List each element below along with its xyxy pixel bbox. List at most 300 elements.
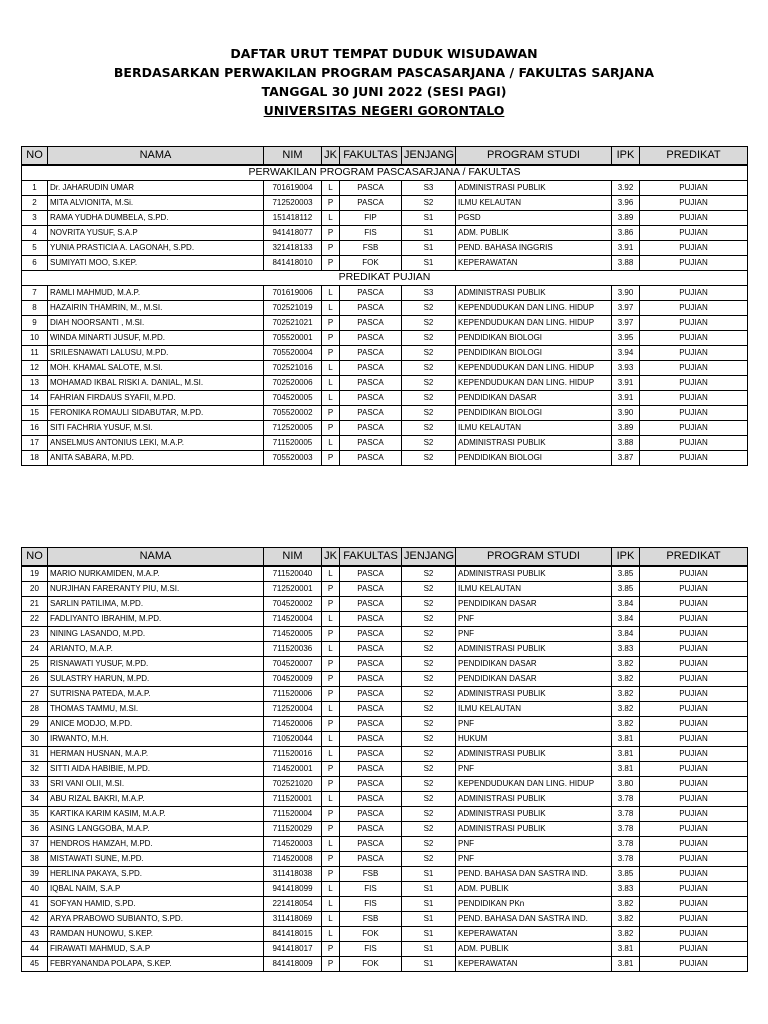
- cell-fakultas: PASCA: [340, 836, 402, 851]
- cell-predikat: PUJIAN: [640, 896, 748, 911]
- cell-ipk: 3.81: [612, 731, 640, 746]
- cell-jk: P: [322, 626, 340, 641]
- table-row: [22, 435, 748, 450]
- cell-program-studi: ADM. PUBLIK: [456, 941, 612, 956]
- cell-no: 29: [22, 716, 48, 731]
- cell-nim: 704520002: [264, 596, 322, 611]
- cell-jenjang: S1: [402, 911, 456, 926]
- header-ipk: IPK: [612, 147, 640, 165]
- cell-ipk: 3.85: [612, 866, 640, 881]
- cell-jenjang: S2: [402, 761, 456, 776]
- cell-jk: P: [322, 821, 340, 836]
- cell-nama: ANSELMUS ANTONIUS LEKI, M.A.P.: [48, 435, 264, 450]
- cell-nama: ASING LANGGOBA, M.A.P.: [48, 821, 264, 836]
- cell-jenjang: S1: [402, 866, 456, 881]
- cell-program-studi: PENDIDIKAN BIOLOGI: [456, 345, 612, 360]
- cell-jenjang: S2: [402, 851, 456, 866]
- cell-predikat: PUJIAN: [640, 360, 748, 375]
- table-row: [22, 300, 748, 315]
- cell-jk: P: [322, 686, 340, 701]
- cell-predikat: PUJIAN: [640, 866, 748, 881]
- cell-jk: P: [322, 941, 340, 956]
- cell-ipk: 3.82: [612, 671, 640, 686]
- cell-no: 23: [22, 626, 48, 641]
- cell-nama: NOVRITA YUSUF, S.A.P: [48, 225, 264, 240]
- cell-nim: 711520040: [264, 566, 322, 582]
- cell-no: 5: [22, 240, 48, 255]
- cell-nama: ANITA SABARA, M.PD.: [48, 450, 264, 465]
- cell-nama: SRILESNAWATI LALUSU, M.PD.: [48, 345, 264, 360]
- cell-jk: P: [322, 330, 340, 345]
- cell-nama: WINDA MINARTI JUSUF, M.PD.: [48, 330, 264, 345]
- header-nama: NAMA: [48, 548, 264, 566]
- cell-program-studi: KEPERAWATAN: [456, 255, 612, 270]
- cell-fakultas: PASCA: [340, 806, 402, 821]
- cell-predikat: PUJIAN: [640, 195, 748, 210]
- cell-program-studi: ILMU KELAUTAN: [456, 195, 612, 210]
- cell-no: 14: [22, 390, 48, 405]
- cell-program-studi: PNF: [456, 851, 612, 866]
- cell-nim: 704520005: [264, 390, 322, 405]
- cell-ipk: 3.78: [612, 851, 640, 866]
- cell-nama: ANICE MODJO, M.PD.: [48, 716, 264, 731]
- cell-predikat: PUJIAN: [640, 806, 748, 821]
- cell-nama: SARLIN PATILIMA, M.PD.: [48, 596, 264, 611]
- cell-nama: THOMAS TAMMU, M.SI.: [48, 701, 264, 716]
- cell-nim: 711520006: [264, 686, 322, 701]
- cell-jk: L: [322, 731, 340, 746]
- cell-predikat: PUJIAN: [640, 656, 748, 671]
- cell-jk: L: [322, 791, 340, 806]
- cell-jenjang: S2: [402, 641, 456, 656]
- cell-nim: 221418054: [264, 896, 322, 911]
- cell-no: 21: [22, 596, 48, 611]
- cell-fakultas: FIP: [340, 210, 402, 225]
- cell-predikat: PUJIAN: [640, 821, 748, 836]
- cell-nama: ABU RIZAL BAKRI, M.A.P.: [48, 791, 264, 806]
- cell-fakultas: PASCA: [340, 701, 402, 716]
- title-line-1: DAFTAR URUT TEMPAT DUDUK WISUDAWAN: [230, 46, 538, 61]
- cell-nama: IRWANTO, M.H.: [48, 731, 264, 746]
- cell-jk: P: [322, 761, 340, 776]
- table-row: [22, 836, 748, 851]
- cell-jenjang: S2: [402, 791, 456, 806]
- cell-ipk: 3.87: [612, 450, 640, 465]
- cell-no: 36: [22, 821, 48, 836]
- cell-program-studi: ADMINISTRASI PUBLIK: [456, 566, 612, 582]
- table-row: [22, 375, 748, 390]
- cell-nama: NURJIHAN FARERANTY PIU, M.SI.: [48, 581, 264, 596]
- table-row: [22, 776, 748, 791]
- cell-jk: P: [322, 806, 340, 821]
- header-no: NO: [22, 548, 48, 566]
- cell-no: 34: [22, 791, 48, 806]
- section-title: PREDIKAT PUJIAN: [22, 270, 748, 285]
- table-row: [22, 360, 748, 375]
- cell-predikat: PUJIAN: [640, 450, 748, 465]
- cell-jenjang: S2: [402, 656, 456, 671]
- cell-jk: P: [322, 450, 340, 465]
- cell-jenjang: S2: [402, 611, 456, 626]
- cell-program-studi: ADMINISTRASI PUBLIK: [456, 180, 612, 195]
- cell-fakultas: FIS: [340, 225, 402, 240]
- cell-program-studi: PNF: [456, 626, 612, 641]
- cell-program-studi: PNF: [456, 611, 612, 626]
- table-row: [22, 581, 748, 596]
- cell-nama: FADLIYANTO IBRAHIM, M.PD.: [48, 611, 264, 626]
- cell-predikat: PUJIAN: [640, 836, 748, 851]
- header-jk: JK: [322, 548, 340, 566]
- cell-predikat: PUJIAN: [640, 671, 748, 686]
- cell-nim: 151418112: [264, 210, 322, 225]
- cell-jenjang: S2: [402, 405, 456, 420]
- cell-nama: FIRAWATI MAHMUD, S.A.P: [48, 941, 264, 956]
- cell-fakultas: PASCA: [340, 360, 402, 375]
- table-row: [22, 821, 748, 836]
- cell-nim: 711520005: [264, 435, 322, 450]
- cell-no: 13: [22, 375, 48, 390]
- table-row: [22, 806, 748, 821]
- cell-nim: 712520004: [264, 701, 322, 716]
- table-row: [22, 285, 748, 300]
- cell-nim: 711520004: [264, 806, 322, 821]
- cell-nim: 941418077: [264, 225, 322, 240]
- cell-jk: P: [322, 225, 340, 240]
- cell-jk: L: [322, 360, 340, 375]
- cell-predikat: PUJIAN: [640, 390, 748, 405]
- cell-nim: 714520003: [264, 836, 322, 851]
- cell-jenjang: S1: [402, 941, 456, 956]
- header-fakultas: FAKULTAS: [340, 548, 402, 566]
- cell-ipk: 3.91: [612, 240, 640, 255]
- cell-no: 33: [22, 776, 48, 791]
- table-row: [22, 566, 748, 582]
- cell-program-studi: PEND. BAHASA DAN SASTRA IND.: [456, 911, 612, 926]
- cell-program-studi: PEND. BAHASA DAN SASTRA IND.: [456, 866, 612, 881]
- title-line-3: TANGGAL 30 JUNI 2022 (SESI PAGI): [261, 84, 507, 99]
- cell-fakultas: FOK: [340, 956, 402, 971]
- table-row: [22, 195, 748, 210]
- cell-fakultas: PASCA: [340, 300, 402, 315]
- cell-program-studi: ADM. PUBLIK: [456, 881, 612, 896]
- cell-fakultas: PASCA: [340, 626, 402, 641]
- cell-ipk: 3.82: [612, 926, 640, 941]
- cell-fakultas: PASCA: [340, 776, 402, 791]
- cell-ipk: 3.78: [612, 806, 640, 821]
- cell-program-studi: ADM. PUBLIK: [456, 225, 612, 240]
- cell-nama: MITA ALVIONITA, M.Si.: [48, 195, 264, 210]
- section-title: PERWAKILAN PROGRAM PASCASARJANA / FAKULTAS: [22, 165, 748, 181]
- cell-nim: 704520009: [264, 671, 322, 686]
- table-row: [22, 345, 748, 360]
- cell-ipk: 3.88: [612, 255, 640, 270]
- cell-nim: 714520004: [264, 611, 322, 626]
- cell-jk: L: [322, 210, 340, 225]
- cell-program-studi: PENDIDIKAN BIOLOGI: [456, 450, 612, 465]
- cell-jk: P: [322, 716, 340, 731]
- table-row: [22, 746, 748, 761]
- cell-predikat: PUJIAN: [640, 180, 748, 195]
- cell-predikat: PUJIAN: [640, 686, 748, 701]
- table-row: [22, 761, 748, 776]
- cell-nim: 712520005: [264, 420, 322, 435]
- cell-nama: HAZAIRIN THAMRIN, M., M.SI.: [48, 300, 264, 315]
- cell-ipk: 3.78: [612, 836, 640, 851]
- cell-no: 45: [22, 956, 48, 971]
- cell-ipk: 3.90: [612, 285, 640, 300]
- cell-jenjang: S2: [402, 596, 456, 611]
- cell-no: 6: [22, 255, 48, 270]
- cell-no: 32: [22, 761, 48, 776]
- cell-ipk: 3.96: [612, 195, 640, 210]
- cell-no: 16: [22, 420, 48, 435]
- cell-nama: SITI FACHRIA YUSUF, M.SI.: [48, 420, 264, 435]
- cell-fakultas: FOK: [340, 926, 402, 941]
- cell-ipk: 3.85: [612, 581, 640, 596]
- cell-no: 42: [22, 911, 48, 926]
- table-row: [22, 210, 748, 225]
- cell-fakultas: FSB: [340, 240, 402, 255]
- cell-program-studi: PENDIDIKAN PKn: [456, 896, 612, 911]
- cell-ipk: 3.84: [612, 626, 640, 641]
- cell-fakultas: PASCA: [340, 450, 402, 465]
- cell-nim: 712520001: [264, 581, 322, 596]
- seating-table-2: [21, 547, 748, 972]
- cell-jenjang: S1: [402, 255, 456, 270]
- table-row: [22, 330, 748, 345]
- cell-no: 8: [22, 300, 48, 315]
- cell-fakultas: PASCA: [340, 641, 402, 656]
- cell-no: 25: [22, 656, 48, 671]
- cell-predikat: PUJIAN: [640, 941, 748, 956]
- cell-jk: L: [322, 896, 340, 911]
- cell-ipk: 3.81: [612, 956, 640, 971]
- cell-no: 27: [22, 686, 48, 701]
- cell-ipk: 3.90: [612, 405, 640, 420]
- table-row: [22, 851, 748, 866]
- cell-nama: SRI VANI OLII, M.SI.: [48, 776, 264, 791]
- cell-jk: P: [322, 345, 340, 360]
- cell-nim: 701619004: [264, 180, 322, 195]
- cell-jenjang: S2: [402, 806, 456, 821]
- cell-jk: L: [322, 911, 340, 926]
- header-nim: NIM: [264, 147, 322, 165]
- cell-no: 24: [22, 641, 48, 656]
- cell-jenjang: S2: [402, 360, 456, 375]
- cell-nim: 702520006: [264, 375, 322, 390]
- cell-nim: 311418038: [264, 866, 322, 881]
- cell-jenjang: S2: [402, 731, 456, 746]
- cell-nim: 841418010: [264, 255, 322, 270]
- cell-ipk: 3.88: [612, 435, 640, 450]
- header-predikat: PREDIKAT: [640, 147, 748, 165]
- cell-ipk: 3.82: [612, 911, 640, 926]
- cell-no: 37: [22, 836, 48, 851]
- cell-fakultas: PASCA: [340, 671, 402, 686]
- cell-predikat: PUJIAN: [640, 315, 748, 330]
- header-ipk: IPK: [612, 548, 640, 566]
- cell-jenjang: S2: [402, 195, 456, 210]
- cell-predikat: PUJIAN: [640, 255, 748, 270]
- cell-program-studi: ADMINISTRASI PUBLIK: [456, 686, 612, 701]
- cell-fakultas: PASCA: [340, 596, 402, 611]
- cell-jk: L: [322, 611, 340, 626]
- cell-nama: MISTAWATI SUNE, M.PD.: [48, 851, 264, 866]
- cell-program-studi: PENDIDIKAN BIOLOGI: [456, 330, 612, 345]
- cell-jenjang: S2: [402, 375, 456, 390]
- cell-ipk: 3.95: [612, 330, 640, 345]
- cell-ipk: 3.85: [612, 566, 640, 582]
- cell-no: 4: [22, 225, 48, 240]
- cell-fakultas: PASCA: [340, 180, 402, 195]
- cell-jk: L: [322, 375, 340, 390]
- cell-ipk: 3.81: [612, 941, 640, 956]
- cell-fakultas: PASCA: [340, 390, 402, 405]
- cell-jenjang: S2: [402, 626, 456, 641]
- document-header: [0, 44, 768, 120]
- cell-jenjang: S2: [402, 315, 456, 330]
- cell-nama: SUTRISNA PATEDA, M.A.P.: [48, 686, 264, 701]
- cell-program-studi: ADMINISTRASI PUBLIK: [456, 806, 612, 821]
- cell-program-studi: KEPERAWATAN: [456, 926, 612, 941]
- table-row: [22, 450, 748, 465]
- cell-jenjang: S2: [402, 330, 456, 345]
- cell-fakultas: FOK: [340, 255, 402, 270]
- header-program-studi: PROGRAM STUDI: [456, 548, 612, 566]
- cell-nim: 714520005: [264, 626, 322, 641]
- cell-nama: MOH. KHAMAL SALOTE, M.SI.: [48, 360, 264, 375]
- cell-jenjang: S2: [402, 581, 456, 596]
- table-row: [22, 255, 748, 270]
- cell-no: 44: [22, 941, 48, 956]
- cell-program-studi: PEND. BAHASA INGGRIS: [456, 240, 612, 255]
- cell-predikat: PUJIAN: [640, 701, 748, 716]
- cell-predikat: PUJIAN: [640, 375, 748, 390]
- cell-ipk: 3.97: [612, 300, 640, 315]
- cell-predikat: PUJIAN: [640, 731, 748, 746]
- cell-jk: P: [322, 776, 340, 791]
- section-header-row: [22, 270, 748, 285]
- table-row: [22, 731, 748, 746]
- cell-ipk: 3.83: [612, 881, 640, 896]
- cell-jenjang: S2: [402, 701, 456, 716]
- table-row: [22, 716, 748, 731]
- cell-nim: 704520007: [264, 656, 322, 671]
- cell-ipk: 3.91: [612, 390, 640, 405]
- cell-fakultas: PASCA: [340, 761, 402, 776]
- cell-predikat: PUJIAN: [640, 761, 748, 776]
- cell-no: 22: [22, 611, 48, 626]
- table-row: [22, 225, 748, 240]
- cell-fakultas: FIS: [340, 941, 402, 956]
- table-row: [22, 956, 748, 971]
- cell-program-studi: HUKUM: [456, 731, 612, 746]
- cell-no: 7: [22, 285, 48, 300]
- cell-program-studi: PENDIDIKAN DASAR: [456, 596, 612, 611]
- cell-program-studi: PNF: [456, 716, 612, 731]
- cell-predikat: PUJIAN: [640, 641, 748, 656]
- cell-nama: KARTIKA KARIM KASIM, M.A.P.: [48, 806, 264, 821]
- cell-ipk: 3.94: [612, 345, 640, 360]
- cell-jenjang: S2: [402, 420, 456, 435]
- cell-no: 10: [22, 330, 48, 345]
- cell-nama: FEBRYANANDA POLAPA, S.KEP.: [48, 956, 264, 971]
- cell-jenjang: S2: [402, 686, 456, 701]
- cell-no: 41: [22, 896, 48, 911]
- cell-nim: 321418133: [264, 240, 322, 255]
- cell-nama: RAMDAN HUNOWU, S.KEP.: [48, 926, 264, 941]
- cell-predikat: PUJIAN: [640, 240, 748, 255]
- seating-table-1: [21, 146, 748, 466]
- cell-no: 43: [22, 926, 48, 941]
- cell-jk: L: [322, 566, 340, 582]
- cell-fakultas: PASCA: [340, 611, 402, 626]
- cell-ipk: 3.81: [612, 761, 640, 776]
- cell-jenjang: S1: [402, 210, 456, 225]
- cell-fakultas: PASCA: [340, 315, 402, 330]
- cell-predikat: PUJIAN: [640, 300, 748, 315]
- cell-nim: 705520004: [264, 345, 322, 360]
- cell-jk: P: [322, 581, 340, 596]
- header-jenjang: JENJANG: [402, 147, 456, 165]
- cell-nim: 714520001: [264, 761, 322, 776]
- cell-no: 19: [22, 566, 48, 582]
- table-row: [22, 671, 748, 686]
- cell-ipk: 3.84: [612, 596, 640, 611]
- cell-predikat: PUJIAN: [640, 911, 748, 926]
- cell-nim: 702521020: [264, 776, 322, 791]
- cell-fakultas: FIS: [340, 881, 402, 896]
- cell-no: 28: [22, 701, 48, 716]
- cell-nim: 702521016: [264, 360, 322, 375]
- cell-nim: 705520002: [264, 405, 322, 420]
- cell-fakultas: FSB: [340, 866, 402, 881]
- cell-no: 26: [22, 671, 48, 686]
- table-row: [22, 701, 748, 716]
- cell-ipk: 3.78: [612, 821, 640, 836]
- cell-jenjang: S2: [402, 716, 456, 731]
- cell-jenjang: S2: [402, 450, 456, 465]
- cell-ipk: 3.82: [612, 896, 640, 911]
- cell-nama: ARIANTO, M.A.P.: [48, 641, 264, 656]
- cell-jk: P: [322, 956, 340, 971]
- cell-program-studi: KEPENDUDUKAN DAN LING. HIDUP: [456, 360, 612, 375]
- cell-no: 38: [22, 851, 48, 866]
- cell-jenjang: S2: [402, 821, 456, 836]
- cell-nama: SITTI AIDA HABIBIE, M.PD.: [48, 761, 264, 776]
- header-jenjang: JENJANG: [402, 548, 456, 566]
- cell-ipk: 3.82: [612, 656, 640, 671]
- cell-no: 3: [22, 210, 48, 225]
- cell-jenjang: S2: [402, 746, 456, 761]
- cell-nim: 841418009: [264, 956, 322, 971]
- cell-jenjang: S3: [402, 180, 456, 195]
- cell-nim: 711520001: [264, 791, 322, 806]
- cell-program-studi: PENDIDIKAN DASAR: [456, 656, 612, 671]
- cell-jenjang: S2: [402, 836, 456, 851]
- cell-program-studi: PGSD: [456, 210, 612, 225]
- cell-predikat: PUJIAN: [640, 210, 748, 225]
- cell-fakultas: PASCA: [340, 716, 402, 731]
- cell-no: 20: [22, 581, 48, 596]
- cell-nim: 710520044: [264, 731, 322, 746]
- cell-predikat: PUJIAN: [640, 225, 748, 240]
- cell-nama: HERLINA PAKAYA, S.PD.: [48, 866, 264, 881]
- cell-no: 15: [22, 405, 48, 420]
- cell-no: 11: [22, 345, 48, 360]
- cell-program-studi: ILMU KELAUTAN: [456, 581, 612, 596]
- cell-nama: SOFYAN HAMID, S.PD.: [48, 896, 264, 911]
